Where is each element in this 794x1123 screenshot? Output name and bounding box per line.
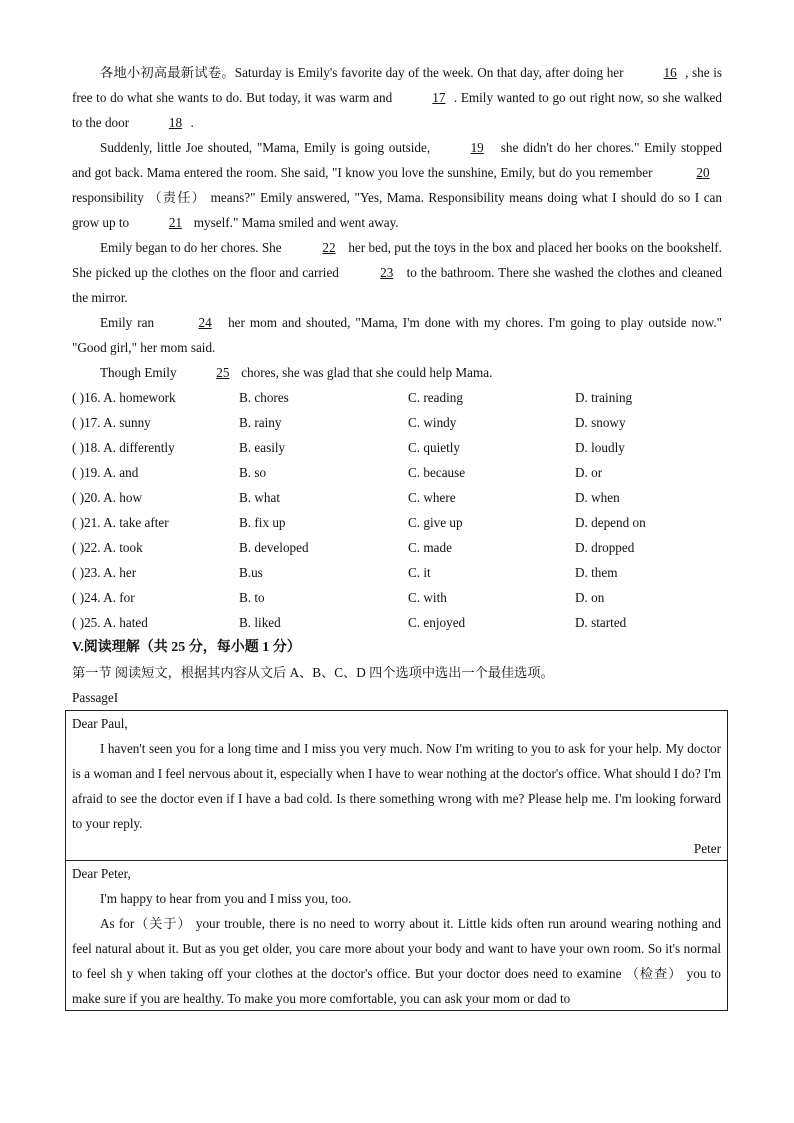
option-d: D. dropped (575, 540, 635, 555)
option-row (72, 485, 722, 510)
letter-body: I haven't seen you for a long time and I miss you very much. Now I'm writing to you to ask for your help. My doctor is a woman and I feel nervous about it, especially when I have to wear nothing at the doctor's office. What should I do? I'm afraid to see the doctor even if I have a bad cold. Is there something wrong with me? Please help me. I'm looking forward to your reply. (72, 741, 721, 831)
option-a: ( )19. A. and (72, 465, 139, 480)
blank-25: 25 (216, 365, 230, 380)
letter-greeting: Dear Peter, (72, 866, 131, 881)
story-paragraph-3 (72, 235, 722, 310)
letter-intro: I'm happy to hear from you and I miss you, too. (100, 891, 352, 906)
option-d: D. or (575, 465, 603, 480)
text: . (190, 115, 194, 130)
option-b: B. fix up (239, 515, 286, 530)
text: Though Emily (100, 365, 180, 380)
option-c: C. made (408, 540, 452, 555)
option-d: D. training (575, 390, 633, 405)
story-paragraph-4 (72, 310, 722, 360)
story-paragraph-2 (72, 135, 722, 235)
option-row (72, 510, 722, 535)
option-a: ( )21. A. take after (72, 515, 169, 530)
option-c: C. it (408, 565, 431, 580)
option-b: B. rainy (239, 415, 282, 430)
option-a: ( )24. A. for (72, 590, 135, 605)
text: . Emily wanted to go out right now, so she walked to the door (72, 90, 722, 130)
text: her bed, put the toys in the box and placed her books on the bookshelf. She picked up the clothes on the floor and carried (72, 240, 722, 280)
letter-greeting: Dear Paul, (72, 716, 128, 731)
option-b: B. chores (239, 390, 289, 405)
text: she didn't do her chores." Emily stopped and got back. Mama entered the room. She said, "I know you love the sunshine, Emily, but do you remember (72, 140, 722, 180)
option-c: C. enjoyed (408, 615, 466, 630)
option-row (72, 410, 722, 435)
option-d: D. when (575, 490, 620, 505)
blank-20: 20 (696, 165, 710, 180)
option-row (72, 460, 722, 485)
letter-body: As for（关于） your trouble, there is no need to worry about it. Little kids often run around wearing nothing and feel natural about it. But as you get older, you care more about your body and want to have your own room. So it's normal to feel sh y when taking off your clothes at the doctor's office. But your doctor does need to examine （检查） you to make sure if you are healthy. To make you more comfortable, you can ask your mom or dad to (72, 916, 721, 1006)
blank-18: 18 (168, 115, 183, 130)
option-c: C. windy (408, 415, 457, 430)
option-a: ( )18. A. differently (72, 440, 175, 455)
option-b: B. to (239, 590, 265, 605)
option-a: ( )25. A. hated (72, 615, 148, 630)
text: , she is free to do what she wants to do. But today, it was warm and (72, 65, 722, 105)
exam-page (72, 60, 722, 710)
text: myself." Mama smiled and went away. (190, 215, 399, 230)
option-row (72, 535, 722, 560)
text: 各地小初高最新试卷。Saturday is Emily's favorite day of the week. On that day, after doing her (100, 65, 628, 80)
option-b: B. what (239, 490, 281, 505)
option-d: D. depend on (575, 515, 646, 530)
text: Emily began to do her chores. She (100, 240, 285, 255)
letter-box-peter (65, 710, 728, 861)
option-b: B. so (239, 465, 267, 480)
option-c: C. reading (408, 390, 463, 405)
letter-box-paul (65, 860, 728, 1011)
option-c: C. quietly (408, 440, 461, 455)
section-title: V.阅读理解（共 25 分，每小题 1 分） (72, 640, 301, 655)
text: to the bathroom. There she washed the clothes and cleaned the mirror. (72, 265, 722, 305)
blank-19: 19 (470, 140, 484, 155)
text: responsibility （责任） means?" Emily answered, "Yes, Mama. Responsibility means doing what I should do so I can grow up to (72, 190, 722, 230)
option-c: C. because (408, 465, 466, 480)
letter-signature: Peter (693, 841, 721, 856)
blank-17: 17 (432, 90, 446, 105)
option-row (72, 560, 722, 585)
option-row (72, 385, 722, 410)
option-d: D. loudly (575, 440, 625, 455)
text: Suddenly, little Joe shouted, "Mama, Emily is going outside, (100, 140, 431, 155)
option-row (72, 610, 722, 635)
blank-21: 21 (168, 215, 183, 230)
option-a: ( )22. A. took (72, 540, 143, 555)
passage-label: PassageI (72, 690, 119, 705)
option-c: C. where (408, 490, 456, 505)
option-b: B.us (239, 565, 263, 580)
text: her mom and shouted, "Mama, I'm done with my chores. I'm going to play outside now." "Good girl," her mom said. (72, 315, 722, 355)
story-paragraph-1 (72, 60, 722, 135)
options-list (72, 385, 722, 635)
option-a: ( )23. A. her (72, 565, 137, 580)
option-d: D. snowy (575, 415, 626, 430)
blank-16: 16 (663, 65, 677, 80)
story-paragraph-5 (72, 360, 722, 385)
option-a: ( )17. A. sunny (72, 415, 151, 430)
option-d: D. started (575, 615, 627, 630)
blank-22: 22 (322, 240, 336, 255)
option-b: B. liked (239, 615, 281, 630)
text: Emily ran (100, 315, 160, 330)
option-c: C. give up (408, 515, 463, 530)
option-a: ( )20. A. how (72, 490, 142, 505)
option-a: ( )16. A. homework (72, 390, 176, 405)
option-row (72, 585, 722, 610)
option-d: D. on (575, 590, 605, 605)
option-b: B. developed (239, 540, 309, 555)
blank-24: 24 (198, 315, 212, 330)
text: chores, she was glad that she could help Mama. (237, 365, 493, 380)
option-row (72, 435, 722, 460)
blank-23: 23 (380, 265, 394, 280)
option-d: D. them (575, 565, 618, 580)
section-instruction: 第一节 阅读短文，根据其内容从文后 A、B、C、D 四个选项中选出一个最佳选项。 (72, 665, 554, 680)
option-b: B. easily (239, 440, 286, 455)
option-c: C. with (408, 590, 447, 605)
